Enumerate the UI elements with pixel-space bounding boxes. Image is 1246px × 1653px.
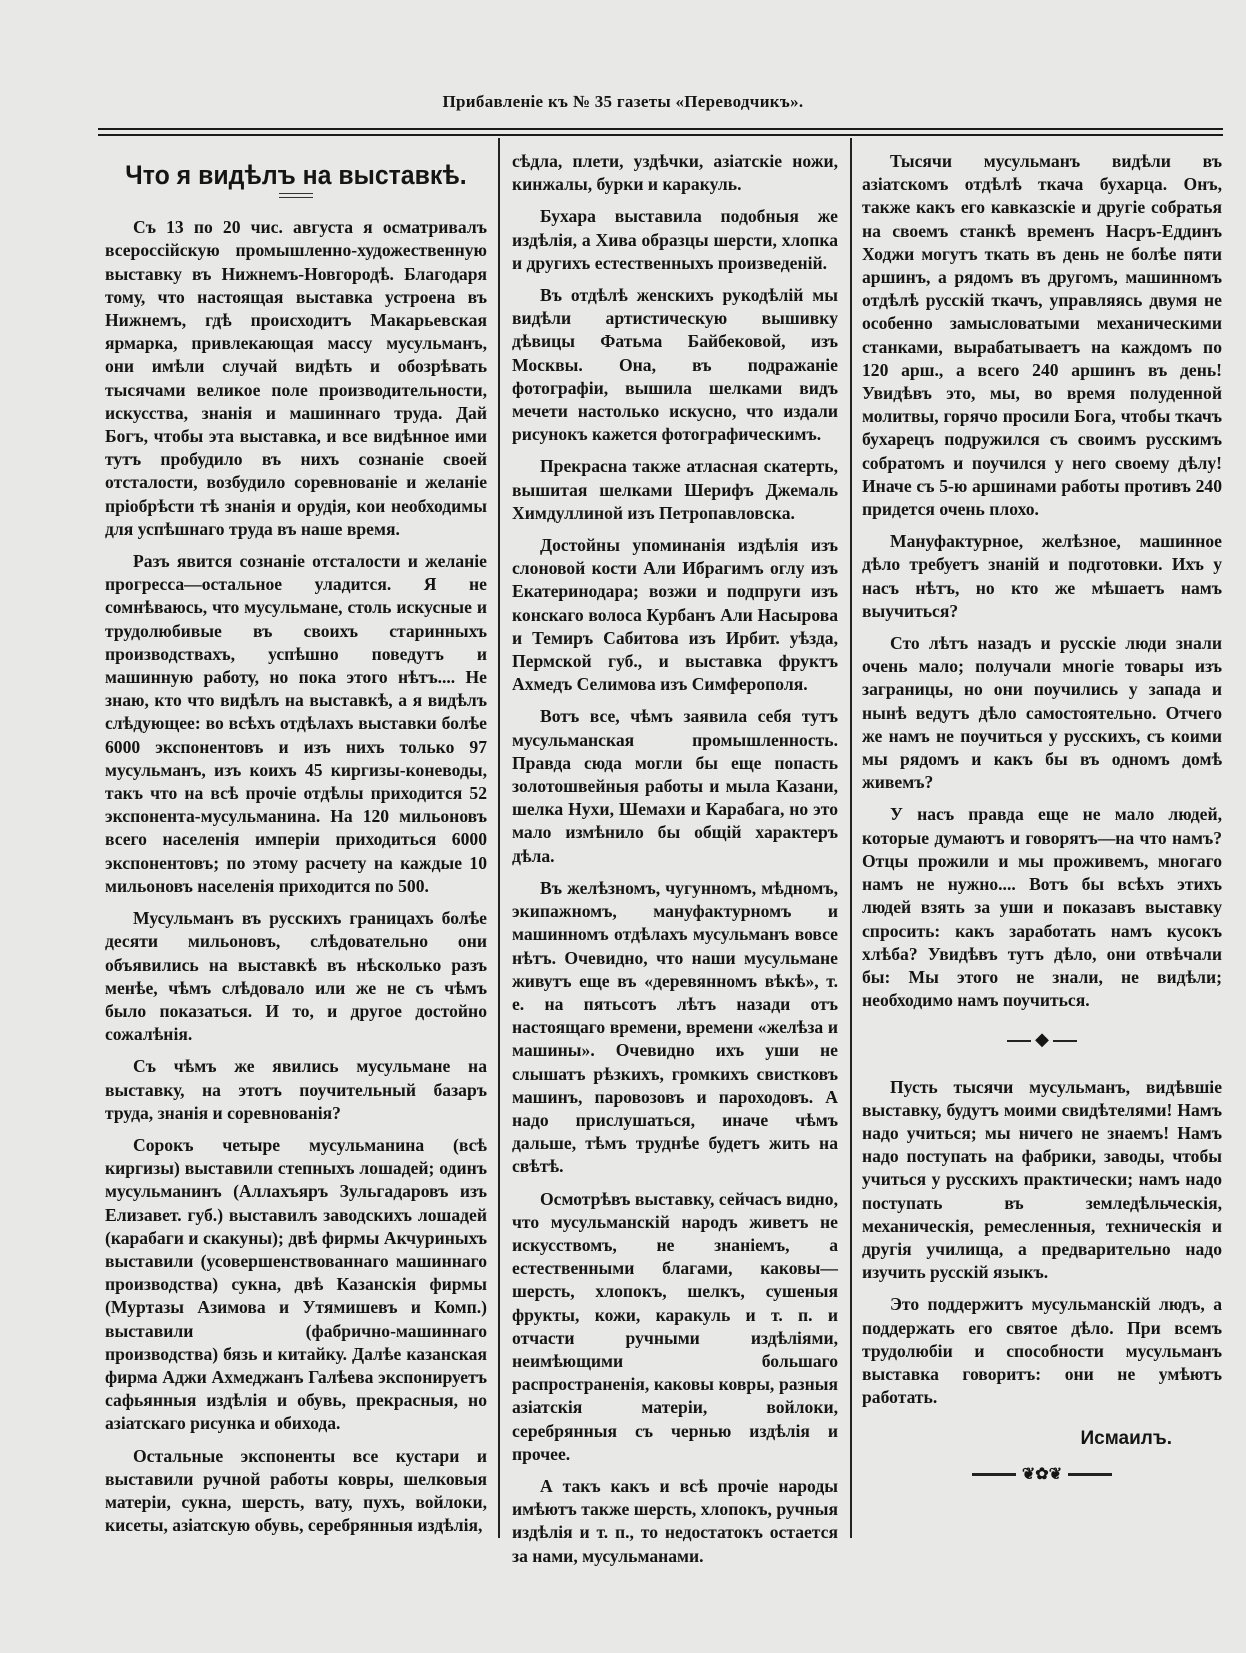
paragraph: А такъ какъ и всѣ прочіе народы имѣютъ также шерсть, хлопокъ, ручныя издѣлія и т. п., то недостатокъ остается за нами, мусульманами. [512,1475,838,1566]
end-ornament: ❦✿❦ [862,1463,1222,1486]
paragraph: У насъ правда еще не мало людей, которые думаютъ и говорятъ—на что намъ? Отцы прожили и мы проживемъ, многаго намъ не нужно.... Вотъ бы всѣхъ этихъ людей взять за уши и показавъ выставку спросить: какъ заработать намъ кусокъ хлѣба? Увидѣвъ тутъ дѣло, они отвѣчали бы: Мы этого не знали, не видѣли; необходимо намъ поучиться. [862,804,1222,1011]
header-rule-bottom [98,134,1223,136]
paragraph: Въ отдѣлѣ женскихъ рукодѣлій мы видѣли артистическую вышивку дѣвицы Фатьма Байбековой, изъ Москвы. Она, въ подражаніе фотографіи, вышила шелками видъ мечети настолько искусно, что издали рисунокъ кажется фотографическимъ. [512,285,838,445]
header-rule-top [98,128,1223,130]
column-1 [105,150,487,1546]
paragraph: Сто лѣтъ назадъ и русскіе люди знали очень мало; получали многіе товары изъ заграницы, но они поучились у запада и нынѣ ведутъ дѣло самостоятельно. Отчего же намъ не поучиться у русскихъ, съ коими мы рядомъ и какъ бы въ одномъ домѣ живемъ? [862,633,1222,793]
section-ornament: ◆ [862,1028,1222,1051]
paragraph: сѣдла, плети, уздѣчки, азіатскіе ножи, кинжалы, бурки и каракуль. [512,151,838,195]
column-divider [850,138,852,1538]
paragraph: Остальные экспоненты все кустари и выставили ручной работы ковры, шелковыя матеріи, сукна, шерсть, вату, пухъ, войлоки, кисеты, азіатскую обувь, серебрянныя издѣлія, [105,1445,487,1536]
article-title: Что я видѣлъ на выставкѣ. [125,160,467,190]
paragraph: Осмотрѣвъ выставку, сейчасъ видно, что мусульманскій народъ живетъ не искусствомъ, не знаніемъ, а естественными благами, каковы—шерсть, хлопокъ, шелкъ, сушеныя фрукты, кожи, каракуль и т. п. и отчасти ручными издѣліями, неимѣющими большаго распространенія, каковы ковры, разныя азіатскія матеріи, войлоки, серебрянныя съ чернью издѣлія и прочее. [512,1188,838,1464]
title-ornament [279,193,313,198]
column-3 [862,150,1222,1486]
paragraph: Тысячи мусульманъ видѣли въ азіатскомъ отдѣлѣ ткача бухарца. Онъ, также какъ его кавказскіе и другіе собратья на своемъ станкѣ временъ Насръ-Еддинъ Ходжи могутъ ткать въ день не болѣе пяти аршинъ, а рядомъ въ другомъ, машинномъ отдѣлѣ русскій ткачъ, управляясь двумя не особенно замысловатыми механическими станками, вырабатываетъ на каждомъ по 120 арш., а всего 240 аршинъ въ день! Увидѣвъ это, мы, во время полуденной молитвы, горячо просили Бога, чтобы ткачъ бухарецъ подружился съ своимъ русскимъ собратомъ и поучился у него своему дѣлу! Иначе съ 5-ю аршинами работы противъ 240 придется очень плохо. [862,151,1222,520]
paragraph: Мануфактурное, желѣзное, машинное дѣло требуетъ знаній и подготовки. Ихъ у насъ нѣтъ, но кто же мѣшаетъ намъ выучиться? [862,531,1222,621]
paragraph: Съ 13 по 20 чис. августа я осматривалъ всероссійскую промышленно-художественную выставку въ Нижнемъ-Новгородѣ. Благодаря тому, что настоящая выставка устроена въ Нижнемъ, гдѣ происходитъ Макарьевская ярмарка, привлекающая массу мусульманъ, они имѣли случай видѣть и обозрѣвать тысячами великое поле производительности, искусства, знанія и машиннаго труда. Дай Богъ, чтобы эта выставка, и все видѣнное ими тутъ пробудило въ нихъ сознаніе своей отсталости, возбудило соревнованіе и желаніе пріобрѣсти тѣ знанія и орудія, кои необходимы для успѣшнаго труда въ наше время. [105,217,487,539]
column-2-body [512,150,838,1568]
paragraph: Съ чѣмъ же явились мусульмане на выставку, на этотъ поучительный базаръ труда, знанія и соревнованія? [105,1056,487,1123]
column-2 [512,150,838,1577]
paragraph: Мусульманъ въ русскихъ границахъ болѣе десяти мильоновъ, слѣдовательно они объявились на выставкѣ въ нѣсколько разъ менѣе, чѣмъ слѣдовало или же не съ чѣмъ было показаться. И то, и другое достойно сожалѣнія. [105,908,487,1045]
column-3-body [862,150,1222,1012]
paragraph: Разъ явится сознаніе отсталости и желаніе прогресса—остальное уладится. Я не сомнѣваюсь, что мусульмане, столь искусные и трудолюбивые въ своихъ старинныхъ производствахъ, успѣшно поведутъ и машинную работу, но пока этого нѣтъ.... Не знаю, кто что видѣлъ на выставкѣ, а я видѣлъ слѣдующее: во всѣхъ отдѣлахъ выставки болѣе 6000 экспонентовъ и изъ нихъ только 97 мусульманъ, изъ коихъ 45 киргизы-коневоды, такъ что на всѣ прочіе отдѣлы приходится 52 экспонента-мусульманина. На 120 мильоновъ всего населенія имперіи приходиться 6000 экспонентовъ; по этому расчету на каждые 10 мильоновъ населенія приходится по 500. [105,551,487,896]
column-1-body [105,216,487,1537]
paragraph: Сорокъ четыре мусульманина (всѣ киргизы) выставили степныхъ лошадей; одинъ мусульманинъ (Аллахъяръ Зульгадаровъ изъ Елизавет. губ.) выставилъ заводскихъ лошадей (карабаги и скакуны); двѣ фирмы Акчуриныхъ выставили (усовершенствованнаго машиннаго производства) сукна, двѣ Казанскія фирмы (Муртазы Азимова и Утямишевъ и Комп.) выставили (фабрично-машиннаго производства) бязь и китайку. Далѣе казанская фирма Аджи Ахмеджанъ Галѣева экспонируетъ сафьянныя издѣлія и обувь, прекрасныя, но азіатскаго рисунка и обихода. [105,1134,487,1434]
paragraph: Это поддержитъ мусульманскій людъ, а поддержать его святое дѣло. При всемъ трудолюбіи и способности мусульманъ выставка говоритъ: они не умѣютъ работать. [862,1294,1222,1408]
column-divider [498,138,500,1538]
paragraph: Прекрасна также атласная скатерть, вышитая шелками Шерифъ Джемаль Химдуллиной изъ Петропавловска. [512,456,838,523]
paragraph: Вотъ все, чѣмъ заявила себя тутъ мусульманская промышленность. Правда сюда могли бы еще попасть золотошвейныя работы и мыла Казани, шелка Нухи, Шемахи и Карабага, но это мало измѣнило бы общій характеръ дѣла. [512,706,838,866]
newspaper-header: Прибавленіе къ № 35 газеты «Переводчикъ». [442,92,804,111]
author-signature: Исмаилъ. [1080,1428,1172,1450]
paragraph: Пусть тысячи мусульманъ, видѣвшіе выставку, будутъ моими свидѣтелями! Намъ надо учиться; мы ничего не знаемъ! Намъ надо поступать на фабрики, заводы, чтобы учиться у русскихъ практически; намъ надо поступать въ земледѣльческія, механическія, ремесленныя, техническія и другія училища, а предварительно надо изучить русскій языкъ. [862,1076,1222,1283]
paragraph: Въ желѣзномъ, чугунномъ, мѣдномъ, экипажномъ, мануфактурномъ и машинномъ отдѣлахъ мусульманъ вовсе нѣтъ. Очевидно, что наши мусульмане живутъ еще въ «деревянномъ вѣкѣ», т. е. на пятьсотъ лѣтъ назади отъ настоящаго времени, времени «желѣза и машины». Очевидно ихъ уши не слышатъ рѣзкихъ, громкихъ свистковъ машинъ, паровозовъ и пароходовъ. А надо прислушаться, иначе чѣмъ дальше, тѣмъ труднѣе будетъ жить на свѣтѣ. [512,877,838,1177]
paragraph: Достойны упоминанія издѣлія изъ слоновой кости Али Ибрагимъ оглу изъ Екатеринодара; возжи и подпруги изъ конскаго волоса Курбанъ Али Насырова и Темиръ Сабитова изъ Ирбит. уѣзда, Пермской губ., и выставка фруктъ Ахмедъ Селимова изъ Симферополя. [512,535,838,695]
column-3-closing [862,1076,1222,1410]
paragraph: Бухара выставила подобныя же издѣлія, а Хива образцы шерсти, хлопка и другихъ естественныхъ произведеній. [512,206,838,273]
